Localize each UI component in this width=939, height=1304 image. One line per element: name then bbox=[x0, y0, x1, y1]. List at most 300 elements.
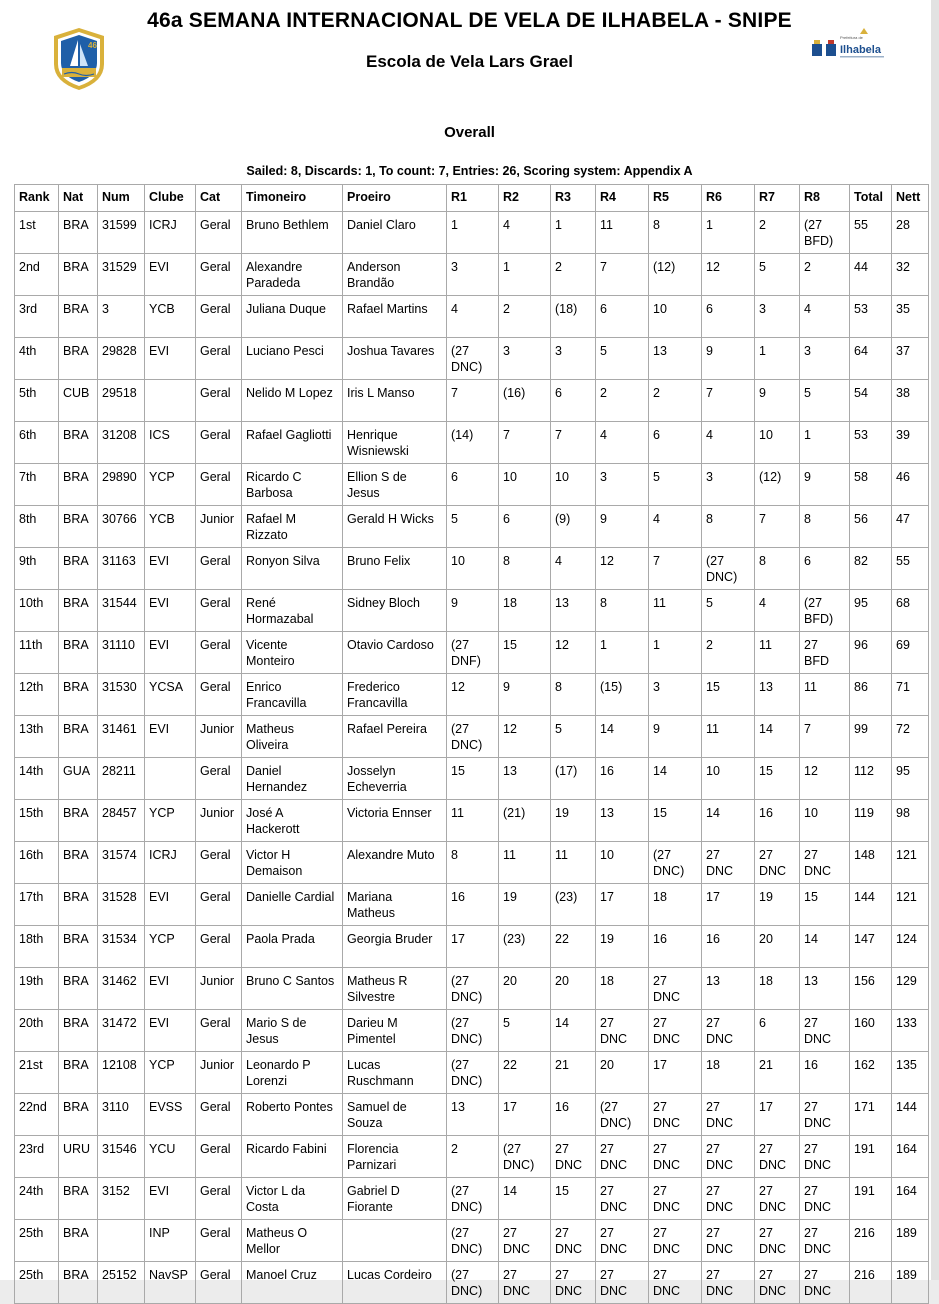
table-cell: 14 bbox=[499, 1178, 551, 1220]
table-cell: 2 bbox=[755, 212, 800, 254]
table-cell: 21st bbox=[15, 1052, 59, 1094]
table-cell: 1 bbox=[499, 254, 551, 296]
table-cell: 99 bbox=[850, 716, 892, 758]
table-cell: 19 bbox=[499, 884, 551, 926]
table-cell: YCP bbox=[145, 800, 196, 842]
table-cell: Matheus R Silvestre bbox=[343, 968, 447, 1010]
table-cell: 11 bbox=[499, 842, 551, 884]
table-cell: 12th bbox=[15, 674, 59, 716]
table-cell: 17th bbox=[15, 884, 59, 926]
table-cell: 27 DNC bbox=[551, 1220, 596, 1262]
table-cell: 31461 bbox=[98, 716, 145, 758]
table-cell: Geral bbox=[196, 422, 242, 464]
table-cell: Leonardo P Lorenzi bbox=[242, 1052, 343, 1094]
table-cell: 1 bbox=[755, 338, 800, 380]
table-cell: (27 DNC) bbox=[447, 338, 499, 380]
table-cell: 15 bbox=[447, 758, 499, 800]
table-cell: YCB bbox=[145, 296, 196, 338]
table-cell: (23) bbox=[499, 926, 551, 968]
table-cell: (14) bbox=[447, 422, 499, 464]
table-cell: 22 bbox=[551, 926, 596, 968]
table-cell: 22 bbox=[499, 1052, 551, 1094]
table-cell: BRA bbox=[59, 800, 98, 842]
column-header: R2 bbox=[499, 185, 551, 212]
table-cell: Nelido M Lopez bbox=[242, 380, 343, 422]
table-cell: 55 bbox=[892, 548, 929, 590]
table-cell: Iris L Manso bbox=[343, 380, 447, 422]
table-cell: 14 bbox=[702, 800, 755, 842]
table-cell: 1 bbox=[551, 212, 596, 254]
table-cell: 9 bbox=[800, 464, 850, 506]
table-body bbox=[15, 212, 929, 1304]
table-cell: 216 bbox=[850, 1220, 892, 1262]
table-cell: 29518 bbox=[98, 380, 145, 422]
column-header: R4 bbox=[596, 185, 649, 212]
table-cell: 8 bbox=[447, 842, 499, 884]
table-cell: 216 bbox=[850, 1262, 892, 1304]
table-cell: 9th bbox=[15, 548, 59, 590]
table-cell: Daniel Hernandez bbox=[242, 758, 343, 800]
table-cell: 8 bbox=[755, 548, 800, 590]
table-cell: (27 DNC) bbox=[447, 968, 499, 1010]
table-cell: 96 bbox=[850, 632, 892, 674]
table-cell: 14 bbox=[596, 716, 649, 758]
table-cell: 189 bbox=[892, 1220, 929, 1262]
table-cell: 27 DNC bbox=[649, 1136, 702, 1178]
table-cell: 164 bbox=[892, 1136, 929, 1178]
table-cell: 7 bbox=[596, 254, 649, 296]
table-cell: 23rd bbox=[15, 1136, 59, 1178]
table-cell: 9 bbox=[447, 590, 499, 632]
table-cell: 20 bbox=[499, 968, 551, 1010]
table-cell: 27 DNC bbox=[499, 1220, 551, 1262]
table-cell: Rafael Gagliotti bbox=[242, 422, 343, 464]
table-cell: 47 bbox=[892, 506, 929, 548]
table-cell: 6 bbox=[499, 506, 551, 548]
table-cell: 13 bbox=[499, 758, 551, 800]
table-cell: BRA bbox=[59, 506, 98, 548]
table-cell: 6 bbox=[596, 296, 649, 338]
table-row bbox=[15, 296, 929, 338]
table-cell: 191 bbox=[850, 1136, 892, 1178]
table-cell: 27 DNC bbox=[649, 968, 702, 1010]
table-cell: Lucas Ruschmann bbox=[343, 1052, 447, 1094]
table-cell: Alexandre Paradeda bbox=[242, 254, 343, 296]
table-cell: Darieu M Pimentel bbox=[343, 1010, 447, 1052]
table-cell: 27 DNC bbox=[596, 1220, 649, 1262]
table-cell: Geral bbox=[196, 674, 242, 716]
table-cell: Geral bbox=[196, 758, 242, 800]
column-header: Num bbox=[98, 185, 145, 212]
table-cell: Geral bbox=[196, 380, 242, 422]
table-cell: (27 DNC) bbox=[447, 1052, 499, 1094]
table-cell: (27 BFD) bbox=[800, 590, 850, 632]
table-cell: Danielle Cardial bbox=[242, 884, 343, 926]
table-cell: 15 bbox=[702, 674, 755, 716]
table-cell: (16) bbox=[499, 380, 551, 422]
table-cell: CUB bbox=[59, 380, 98, 422]
table-cell: 17 bbox=[755, 1094, 800, 1136]
table-cell: 121 bbox=[892, 842, 929, 884]
table-cell: 1 bbox=[447, 212, 499, 254]
table-cell: 5 bbox=[649, 464, 702, 506]
table-cell: 11 bbox=[596, 212, 649, 254]
table-cell: BRA bbox=[59, 884, 98, 926]
table-cell: 30766 bbox=[98, 506, 145, 548]
table-cell: 9 bbox=[596, 506, 649, 548]
table-cell: 31472 bbox=[98, 1010, 145, 1052]
table-cell: 13 bbox=[649, 338, 702, 380]
table-row bbox=[15, 1136, 929, 1178]
table-cell: (27 DNC) bbox=[596, 1094, 649, 1136]
table-cell: 31544 bbox=[98, 590, 145, 632]
table-cell: Geral bbox=[196, 464, 242, 506]
table-cell: 28457 bbox=[98, 800, 145, 842]
table-cell: 31534 bbox=[98, 926, 145, 968]
table-cell: Geral bbox=[196, 254, 242, 296]
table-cell: 6 bbox=[447, 464, 499, 506]
table-row bbox=[15, 926, 929, 968]
table-cell: BRA bbox=[59, 254, 98, 296]
table-cell: 20 bbox=[551, 968, 596, 1010]
table-cell: 27 DNC bbox=[755, 1178, 800, 1220]
table-cell: 2 bbox=[649, 380, 702, 422]
table-cell: 16 bbox=[702, 926, 755, 968]
table-cell: Sidney Bloch bbox=[343, 590, 447, 632]
table-cell: NavSP bbox=[145, 1262, 196, 1304]
column-header: R1 bbox=[447, 185, 499, 212]
table-cell: ICRJ bbox=[145, 842, 196, 884]
table-cell: 7 bbox=[800, 716, 850, 758]
table-cell: BRA bbox=[59, 212, 98, 254]
table-row bbox=[15, 1052, 929, 1094]
table-cell: 9 bbox=[649, 716, 702, 758]
table-cell: 31163 bbox=[98, 548, 145, 590]
table-cell: Gabriel D Fiorante bbox=[343, 1178, 447, 1220]
table-cell: 14 bbox=[649, 758, 702, 800]
table-cell: 10 bbox=[755, 422, 800, 464]
table-cell: 10 bbox=[596, 842, 649, 884]
table-cell: Daniel Claro bbox=[343, 212, 447, 254]
table-cell: 46 bbox=[892, 464, 929, 506]
table-cell: 3 bbox=[755, 296, 800, 338]
table-cell: 18 bbox=[596, 968, 649, 1010]
table-cell: 12 bbox=[596, 548, 649, 590]
table-cell: 12 bbox=[447, 674, 499, 716]
table-cell: Geral bbox=[196, 926, 242, 968]
table-row bbox=[15, 422, 929, 464]
table-cell: 27 DNC bbox=[702, 1136, 755, 1178]
table-cell: 13 bbox=[596, 800, 649, 842]
table-cell: Bruno C Santos bbox=[242, 968, 343, 1010]
table-cell: BRA bbox=[59, 464, 98, 506]
table-cell: (27 DNC) bbox=[447, 1262, 499, 1304]
table-cell: 8 bbox=[649, 212, 702, 254]
table-cell: 27 DNC bbox=[649, 1094, 702, 1136]
table-cell: 31546 bbox=[98, 1136, 145, 1178]
table-cell: 5 bbox=[551, 716, 596, 758]
table-cell: 7 bbox=[755, 506, 800, 548]
svg-text:Ilhabela: Ilhabela bbox=[840, 44, 881, 56]
table-cell: EVI bbox=[145, 548, 196, 590]
table-cell: 20 bbox=[755, 926, 800, 968]
table-cell bbox=[98, 1220, 145, 1262]
table-cell: 112 bbox=[850, 758, 892, 800]
table-cell: Geral bbox=[196, 590, 242, 632]
table-cell: 27 DNC bbox=[596, 1262, 649, 1304]
table-cell: 25th bbox=[15, 1262, 59, 1304]
table-cell: YCU bbox=[145, 1136, 196, 1178]
table-cell: 6 bbox=[551, 380, 596, 422]
table-cell: 98 bbox=[892, 800, 929, 842]
table-cell: 19 bbox=[755, 884, 800, 926]
table-cell: 19 bbox=[596, 926, 649, 968]
table-cell: (27 DNF) bbox=[447, 632, 499, 674]
table-cell: 12108 bbox=[98, 1052, 145, 1094]
table-cell: Junior bbox=[196, 716, 242, 758]
table-cell: (27 BFD) bbox=[800, 212, 850, 254]
table-cell: 10 bbox=[499, 464, 551, 506]
table-cell: Rafael M Rizzato bbox=[242, 506, 343, 548]
table-cell: 27 DNC bbox=[551, 1136, 596, 1178]
table-cell: Matheus O Mellor bbox=[242, 1220, 343, 1262]
table-cell: 27 DNC bbox=[702, 1094, 755, 1136]
table-cell: 14 bbox=[755, 716, 800, 758]
table-cell: 17 bbox=[702, 884, 755, 926]
table-cell: 2 bbox=[447, 1136, 499, 1178]
table-cell: 15 bbox=[755, 758, 800, 800]
table-cell: 15 bbox=[649, 800, 702, 842]
table-cell: 68 bbox=[892, 590, 929, 632]
table-row bbox=[15, 464, 929, 506]
table-row bbox=[15, 842, 929, 884]
table-row bbox=[15, 674, 929, 716]
table-cell: 8 bbox=[800, 506, 850, 548]
table-cell: 144 bbox=[850, 884, 892, 926]
table-cell: (21) bbox=[499, 800, 551, 842]
table-cell: Otavio Cardoso bbox=[343, 632, 447, 674]
table-cell: 72 bbox=[892, 716, 929, 758]
table-cell: BRA bbox=[59, 1052, 98, 1094]
table-cell: 16 bbox=[551, 1094, 596, 1136]
table-cell: 25th bbox=[15, 1220, 59, 1262]
table-row bbox=[15, 212, 929, 254]
table-cell: Ellion S de Jesus bbox=[343, 464, 447, 506]
table-cell: (18) bbox=[551, 296, 596, 338]
table-cell: YCB bbox=[145, 506, 196, 548]
table-cell: 69 bbox=[892, 632, 929, 674]
column-header: R8 bbox=[800, 185, 850, 212]
table-cell: Manoel Cruz bbox=[242, 1262, 343, 1304]
table-cell: 2 bbox=[596, 380, 649, 422]
table-cell: 129 bbox=[892, 968, 929, 1010]
table-row bbox=[15, 1262, 929, 1304]
table-cell: 4 bbox=[800, 296, 850, 338]
table-cell: 19th bbox=[15, 968, 59, 1010]
table-cell: 191 bbox=[850, 1178, 892, 1220]
table-cell: 4 bbox=[702, 422, 755, 464]
table-cell: 27 DNC bbox=[649, 1010, 702, 1052]
table-cell: 3 bbox=[596, 464, 649, 506]
table-cell: 18 bbox=[755, 968, 800, 1010]
table-cell: BRA bbox=[59, 548, 98, 590]
table-cell: 64 bbox=[850, 338, 892, 380]
table-cell: 8 bbox=[596, 590, 649, 632]
table-cell: 8 bbox=[551, 674, 596, 716]
table-cell: 8th bbox=[15, 506, 59, 548]
table-cell: Junior bbox=[196, 800, 242, 842]
page-title: 46a SEMANA INTERNACIONAL DE VELA DE ILHABELA - SNIPE bbox=[147, 9, 792, 32]
table-cell: 133 bbox=[892, 1010, 929, 1052]
table-cell bbox=[145, 758, 196, 800]
table-cell: 28 bbox=[892, 212, 929, 254]
table-cell: 3 bbox=[649, 674, 702, 716]
table-cell: 27 DNC bbox=[755, 1136, 800, 1178]
table-cell: 27 DNC bbox=[800, 1094, 850, 1136]
table-cell: 14 bbox=[551, 1010, 596, 1052]
table-cell: 27 BFD bbox=[800, 632, 850, 674]
table-cell: 15 bbox=[551, 1178, 596, 1220]
table-cell: EVI bbox=[145, 968, 196, 1010]
table-header-row bbox=[15, 185, 929, 212]
svg-text:46: 46 bbox=[88, 41, 97, 50]
table-cell: 11 bbox=[800, 674, 850, 716]
table-cell: 27 DNC bbox=[596, 1010, 649, 1052]
table-cell: 56 bbox=[850, 506, 892, 548]
table-cell: Ronyon Silva bbox=[242, 548, 343, 590]
table-cell: 9 bbox=[755, 380, 800, 422]
table-cell: BRA bbox=[59, 842, 98, 884]
table-cell: Matheus Oliveira bbox=[242, 716, 343, 758]
table-cell: 28211 bbox=[98, 758, 145, 800]
table-cell: Vicente Monteiro bbox=[242, 632, 343, 674]
table-cell: 4 bbox=[447, 296, 499, 338]
table-cell: (27 DNC) bbox=[447, 716, 499, 758]
table-cell: ICRJ bbox=[145, 212, 196, 254]
table-cell: 27 DNC bbox=[551, 1262, 596, 1304]
table-cell: (23) bbox=[551, 884, 596, 926]
table-cell: 121 bbox=[892, 884, 929, 926]
table-cell: BRA bbox=[59, 338, 98, 380]
table-cell: Geral bbox=[196, 1178, 242, 1220]
table-cell: 119 bbox=[850, 800, 892, 842]
table-cell: (9) bbox=[551, 506, 596, 548]
table-cell: 27 DNC bbox=[702, 1010, 755, 1052]
table-cell: 15 bbox=[499, 632, 551, 674]
table-cell: Geral bbox=[196, 296, 242, 338]
table-cell: Geral bbox=[196, 1220, 242, 1262]
table-cell: (27 DNC) bbox=[702, 548, 755, 590]
table-cell: 6 bbox=[649, 422, 702, 464]
table-cell: 17 bbox=[499, 1094, 551, 1136]
table-cell: 11 bbox=[551, 842, 596, 884]
table-cell: 1 bbox=[596, 632, 649, 674]
table-cell: Anderson Brandão bbox=[343, 254, 447, 296]
table-cell: Victoria Ennser bbox=[343, 800, 447, 842]
table-cell: 3rd bbox=[15, 296, 59, 338]
table-cell: 171 bbox=[850, 1094, 892, 1136]
table-cell bbox=[145, 380, 196, 422]
table-cell: Junior bbox=[196, 968, 242, 1010]
table-cell: 82 bbox=[850, 548, 892, 590]
table-cell: 27 DNC bbox=[702, 1178, 755, 1220]
table-row bbox=[15, 338, 929, 380]
table-cell: Alexandre Muto bbox=[343, 842, 447, 884]
table-cell: 20th bbox=[15, 1010, 59, 1052]
table-cell: 27 DNC bbox=[800, 1262, 850, 1304]
table-cell: 15 bbox=[800, 884, 850, 926]
table-cell: 31110 bbox=[98, 632, 145, 674]
table-cell: 31530 bbox=[98, 674, 145, 716]
table-cell: 1 bbox=[649, 632, 702, 674]
table-cell: 32 bbox=[892, 254, 929, 296]
table-cell: Bruno Felix bbox=[343, 548, 447, 590]
table-cell: 13 bbox=[755, 674, 800, 716]
table-cell: 16 bbox=[800, 1052, 850, 1094]
table-cell: Geral bbox=[196, 842, 242, 884]
table-cell: 37 bbox=[892, 338, 929, 380]
table-cell: Samuel de Souza bbox=[343, 1094, 447, 1136]
table-cell: 31574 bbox=[98, 842, 145, 884]
table-cell: 27 DNC bbox=[649, 1262, 702, 1304]
table-cell: 10 bbox=[447, 548, 499, 590]
table-cell: 3 bbox=[447, 254, 499, 296]
table-row bbox=[15, 716, 929, 758]
table-cell: 14th bbox=[15, 758, 59, 800]
table-cell: YCP bbox=[145, 464, 196, 506]
table-cell: 39 bbox=[892, 422, 929, 464]
table-cell: 5 bbox=[702, 590, 755, 632]
table-cell: 12 bbox=[551, 632, 596, 674]
table-cell: 4 bbox=[649, 506, 702, 548]
table-cell: 95 bbox=[892, 758, 929, 800]
table-cell: 55 bbox=[850, 212, 892, 254]
table-cell: 31208 bbox=[98, 422, 145, 464]
table-cell: 1st bbox=[15, 212, 59, 254]
table-cell: 5 bbox=[800, 380, 850, 422]
table-cell: 4 bbox=[596, 422, 649, 464]
table-cell: EVI bbox=[145, 884, 196, 926]
column-header: R6 bbox=[702, 185, 755, 212]
table-cell: 3152 bbox=[98, 1178, 145, 1220]
table-cell: 53 bbox=[850, 296, 892, 338]
table-cell: YCP bbox=[145, 1052, 196, 1094]
table-cell: 12 bbox=[702, 254, 755, 296]
table-cell: 35 bbox=[892, 296, 929, 338]
table-cell: Mariana Matheus bbox=[343, 884, 447, 926]
table-cell: 27 DNC bbox=[649, 1178, 702, 1220]
table-cell: 38 bbox=[892, 380, 929, 422]
table-cell: Geral bbox=[196, 1010, 242, 1052]
table-row bbox=[15, 884, 929, 926]
table-cell: BRA bbox=[59, 674, 98, 716]
table-cell: Geral bbox=[196, 1136, 242, 1178]
table-cell: Lucas Cordeiro bbox=[343, 1262, 447, 1304]
table-cell: 7 bbox=[551, 422, 596, 464]
table-cell: 5 bbox=[499, 1010, 551, 1052]
table-cell: 3 bbox=[551, 338, 596, 380]
page-edge bbox=[931, 0, 939, 1280]
table-cell: 5 bbox=[447, 506, 499, 548]
table-cell: EVI bbox=[145, 590, 196, 632]
table-cell: 31599 bbox=[98, 212, 145, 254]
table-row bbox=[15, 632, 929, 674]
table-cell: (27 DNC) bbox=[447, 1178, 499, 1220]
table-cell: BRA bbox=[59, 968, 98, 1010]
table-cell: 2nd bbox=[15, 254, 59, 296]
table-cell: 10 bbox=[702, 758, 755, 800]
table-cell: 13th bbox=[15, 716, 59, 758]
